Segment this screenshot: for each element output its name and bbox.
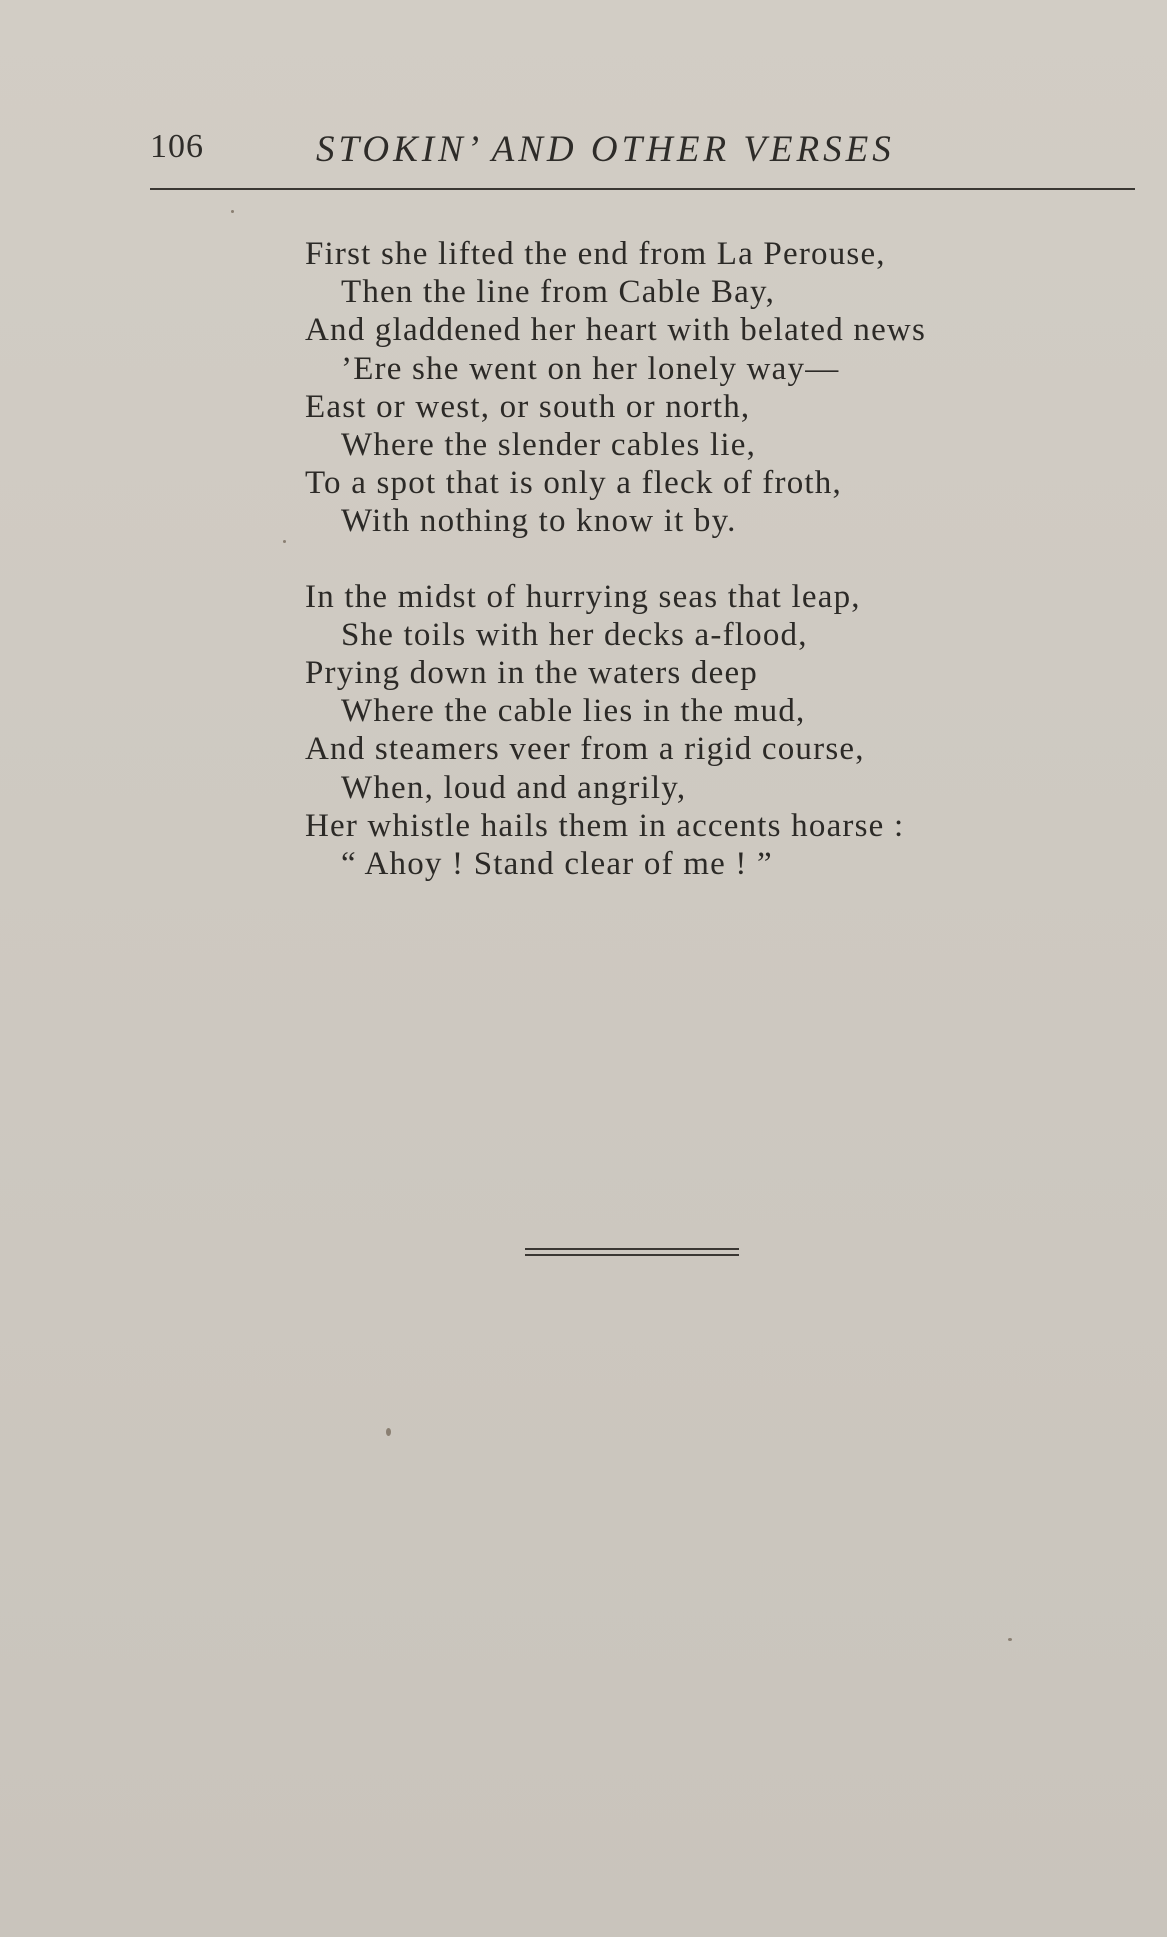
stanza-2 [305, 578, 1085, 884]
poem-line: Where the slender cables lie, [341, 427, 757, 464]
paper-speck [386, 1428, 391, 1436]
page-number: 106 [150, 128, 204, 165]
poem-line: With nothing to know it by. [341, 503, 737, 540]
poem-line: “ Ahoy ! Stand clear of me ! ” [341, 846, 773, 883]
poem-line: Then the line from Cable Bay, [341, 274, 776, 311]
poem-line: And gladdened her heart with belated news [305, 312, 926, 349]
header-rule [150, 188, 1135, 190]
poem-line: To a spot that is only a fleck of froth, [305, 465, 842, 502]
poem-line: And steamers veer from a rigid course, [305, 731, 865, 768]
poem-line: Where the cable lies in the mud, [341, 693, 806, 730]
running-head [150, 128, 1135, 172]
book-title: STOKIN’ AND OTHER VERSES [316, 129, 895, 170]
paper-speck [283, 540, 286, 543]
poem-line: First she lifted the end from La Perouse, [305, 236, 886, 272]
end-ornament-rule [525, 1248, 739, 1257]
poem-line: In the midst of hurrying seas that leap, [305, 578, 861, 615]
poem-line: East or west, or south or north, [305, 388, 751, 425]
poem-line: Prying down in the waters deep [305, 655, 758, 692]
poem-line: She toils with her decks a-flood, [341, 616, 808, 653]
paper-speck [231, 210, 234, 213]
paper-speck [1008, 1638, 1012, 1641]
poem-line: When, loud and angrily, [341, 769, 687, 806]
end-rule-top [525, 1248, 739, 1250]
poem-line: ’Ere she went on her lonely way— [341, 350, 840, 387]
end-rule-bottom [525, 1254, 739, 1256]
poem-line: Her whistle hails them in accents hoarse : [305, 807, 905, 844]
poem [305, 235, 1085, 920]
stanza-1 [305, 235, 1085, 541]
